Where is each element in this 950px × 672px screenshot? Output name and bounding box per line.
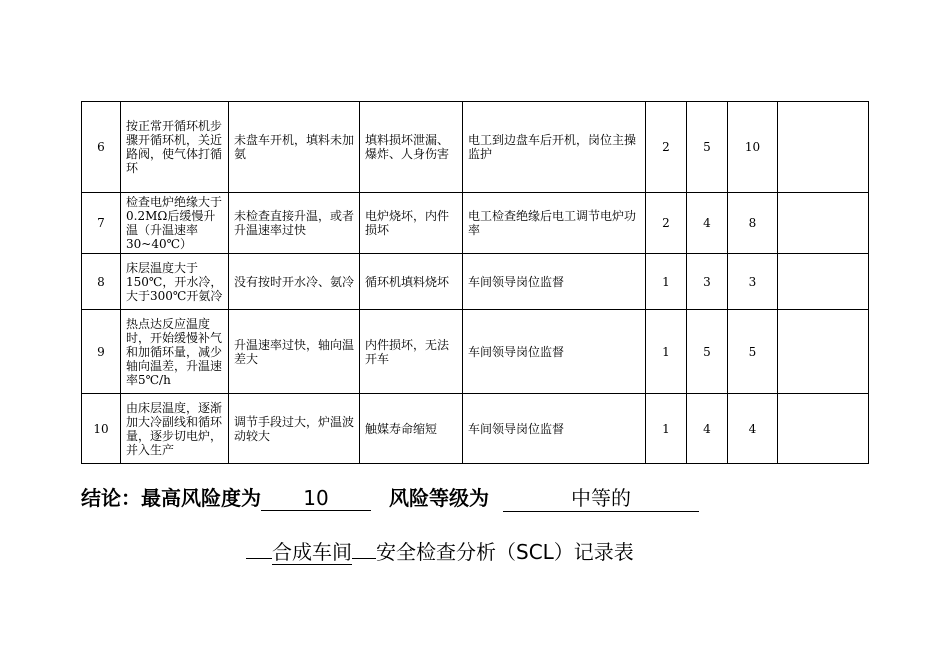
hazard-cell: 循环机填料烧坏 [360,254,463,310]
table-row [82,193,869,254]
row-number: 8 [82,254,121,310]
table-row [82,102,869,193]
deviation-cell: 调节手段过大，炉温波动较大 [229,394,360,464]
row-number: 9 [82,310,121,394]
hazard-cell: 触媒寿命缩短 [360,394,463,464]
table-row [82,310,869,394]
risk-level-value: 中等的 [503,482,699,512]
row-number: 6 [82,102,121,193]
row-number: 7 [82,193,121,254]
risk-cell: 8 [728,193,778,254]
severity-cell: 4 [687,394,728,464]
measure-cell: 车间领导岗位监督 [463,394,646,464]
severity-cell: 5 [687,102,728,193]
scl-table [81,101,869,464]
row-number: 10 [82,394,121,464]
max-risk-value: 10 [261,486,371,511]
deviation-cell: 未检查直接升温，或者升温速率过快 [229,193,360,254]
deviation-cell: 没有按时开水冷、氨冷 [229,254,360,310]
form-title [246,536,634,565]
measure-cell: 电工到边盘车后开机，岗位主操监护 [463,102,646,193]
severity-cell: 3 [687,254,728,310]
conclusion-prefix: 结论：最高风险度为 [81,486,261,510]
conclusion-line [81,482,699,512]
step-cell: 热点达反应温度时，开始缓慢补气和加循环量，减少轴向温差，升温速率5℃/h [121,310,229,394]
note-cell [778,193,869,254]
measure-cell: 车间领导岗位监督 [463,254,646,310]
department-name: 合成车间 [272,540,352,564]
risk-level-label: 风险等级为 [389,486,489,510]
severity-cell: 5 [687,310,728,394]
risk-cell: 10 [728,102,778,193]
note-cell [778,254,869,310]
note-cell [778,310,869,394]
step-cell: 床层温度大于150℃，开水冷，大于300℃开氨冷 [121,254,229,310]
table-row [82,394,869,464]
note-cell [778,394,869,464]
deviation-cell: 未盘车开机，填料未加氨 [229,102,360,193]
likelihood-cell: 1 [646,394,687,464]
risk-cell: 4 [728,394,778,464]
likelihood-cell: 2 [646,193,687,254]
likelihood-cell: 1 [646,310,687,394]
risk-cell: 3 [728,254,778,310]
severity-cell: 4 [687,193,728,254]
likelihood-cell: 2 [646,102,687,193]
deviation-cell: 升温速率过快，轴向温差大 [229,310,360,394]
step-cell: 由床层温度，逐渐加大冷副线和循环量，逐步切电炉，并入生产 [121,394,229,464]
table-row [82,254,869,310]
note-cell [778,102,869,193]
hazard-cell: 电炉烧坏，内件损坏 [360,193,463,254]
hazard-cell: 内件损坏，无法开车 [360,310,463,394]
step-cell: 按正常开循环机步骤开循环机，关近路阀，使气体打循环 [121,102,229,193]
hazard-cell: 填料损坏泄漏、爆炸、人身伤害 [360,102,463,193]
form-title-suffix: 安全检查分析（SCL）记录表 [376,540,634,564]
step-cell: 检查电炉绝缘大于0.2MΩ后缓慢升温（升温速率30~40℃） [121,193,229,254]
measure-cell: 车间领导岗位监督 [463,310,646,394]
likelihood-cell: 1 [646,254,687,310]
risk-cell: 5 [728,310,778,394]
measure-cell: 电工检查绝缘后电工调节电炉功率 [463,193,646,254]
